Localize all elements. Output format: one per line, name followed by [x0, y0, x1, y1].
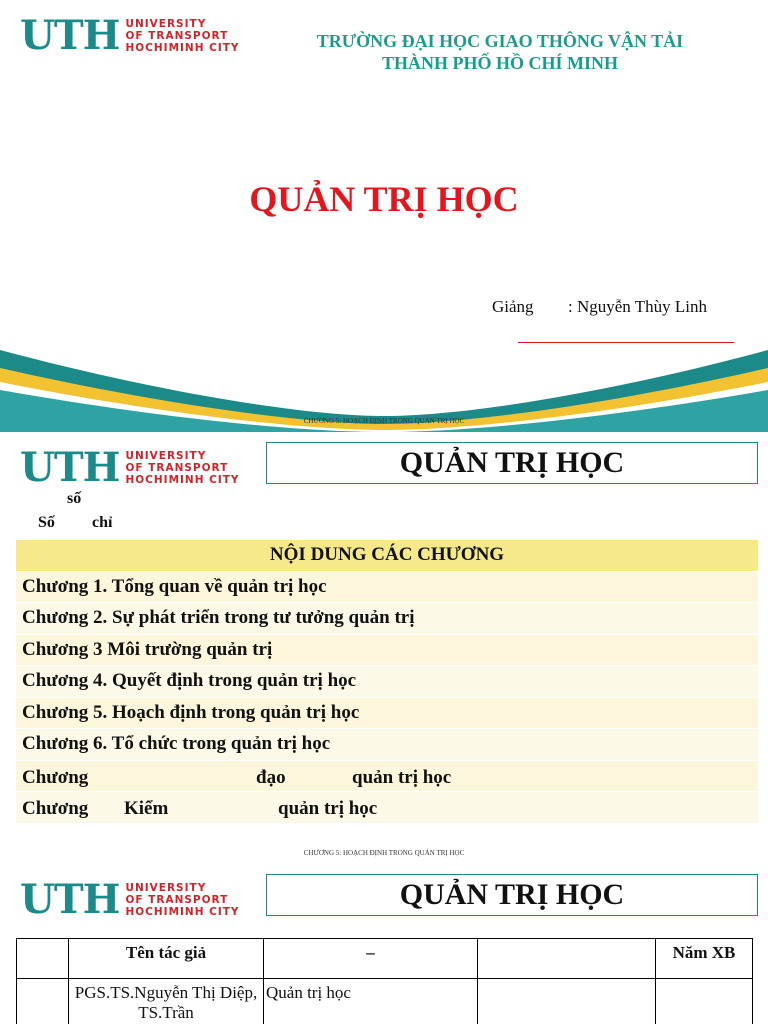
- logo-line-2: OF TRANSPORT: [125, 462, 229, 474]
- chapter-row: [16, 792, 758, 824]
- header-cell-year: Năm XB: [656, 939, 753, 979]
- logo-text: [125, 18, 239, 54]
- cell: [478, 979, 656, 1024]
- logo-line-2: OF TRANSPORT: [125, 30, 229, 42]
- lecturer-underline: [518, 342, 734, 343]
- chapter-row: Chương 3 Môi trường quản trị: [16, 635, 758, 667]
- chapter-row: [16, 761, 758, 793]
- header-cell-title: –: [264, 939, 478, 979]
- cell-author: PGS.TS.Nguyễn Thị Diệp, TS.Trần: [69, 979, 264, 1024]
- fragment-so-top: số: [67, 490, 82, 507]
- lecturer-label: Giảng: [492, 297, 534, 316]
- university-name: [290, 30, 710, 74]
- header-cell: [17, 939, 69, 979]
- fragment-chi: chỉ: [92, 514, 113, 531]
- title-slide: [0, 0, 768, 432]
- slide-footer: CHƯƠNG 5: HOẠCH ĐỊNH TRONG QUẢN TRỊ HỌC: [303, 417, 465, 425]
- uth-logo: [20, 12, 240, 59]
- slide-title-box: [266, 874, 758, 916]
- header-cell-author: Tên tác giả: [69, 939, 264, 979]
- university-name-line-2: THÀNH PHỐ HỒ CHÍ MINH: [381, 53, 618, 73]
- chapter-table-header: NỘI DUNG CÁC CHƯƠNG: [16, 540, 758, 572]
- reference-table-header: [17, 939, 753, 979]
- uth-logo: [20, 444, 240, 491]
- references-slide: [0, 864, 768, 1024]
- logo-line-3: HOCHIMINH CITY: [125, 906, 240, 918]
- fragment-so: Số: [38, 514, 55, 531]
- logo-line-3: HOCHIMINH CITY: [125, 474, 240, 486]
- chapter-row: Chương 5. Hoạch định trong quản trị học: [16, 698, 758, 730]
- slide-footer: CHƯƠNG 5: HOẠCH ĐỊNH TRONG QUẢN TRỊ HỌC: [303, 849, 465, 857]
- cell-year: [656, 979, 753, 1024]
- logo-line-2: OF TRANSPORT: [125, 894, 229, 906]
- logo-mark: UTH: [20, 444, 120, 491]
- chapter-table: [16, 540, 758, 824]
- logo-line-3: HOCHIMINH CITY: [125, 42, 240, 54]
- logo-line-1: UNIVERSITY: [125, 18, 207, 30]
- chapter-row-8-part-c: quản trị học: [278, 798, 378, 819]
- chapter-row: Chương 6. Tổ chức trong quản trị học: [16, 729, 758, 761]
- logo-line-1: UNIVERSITY: [125, 882, 207, 894]
- logo-line-1: UNIVERSITY: [125, 450, 207, 462]
- chapter-row-7-part-c: quản trị học: [352, 766, 452, 788]
- header-cell: [478, 939, 656, 979]
- logo-mark: UTH: [20, 12, 120, 59]
- chapter-row: Chương 2. Sự phát triển trong tư tưởng quản trị: [16, 603, 758, 635]
- logo-text: [125, 450, 239, 486]
- chapter-row: Chương 4. Quyết định trong quản trị học: [16, 666, 758, 698]
- slide-title: QUẢN TRỊ HỌC: [399, 446, 625, 479]
- course-title: QUẢN TRỊ HỌC: [249, 179, 519, 219]
- table-row: [17, 979, 753, 1024]
- logo-mark: UTH: [20, 876, 120, 923]
- cell-book-title: Quản trị học: [264, 979, 478, 1024]
- lecturer-info: [492, 297, 707, 317]
- chapter-row: Chương 1. Tổng quan về quản trị học: [16, 572, 758, 604]
- uth-logo: [20, 876, 240, 923]
- lecturer-name: : Nguyễn Thùy Linh: [568, 297, 707, 316]
- chapter-row-8-part-a: Chương: [22, 798, 89, 819]
- reference-table: [16, 938, 753, 1024]
- chapter-row-7-part-b: đạo: [256, 766, 286, 788]
- contents-slide: [0, 432, 768, 864]
- university-name-line-1: TRƯỜNG ĐẠI HỌC GIAO THÔNG VẬN TẢI: [316, 31, 684, 51]
- slide-title: QUẢN TRỊ HỌC: [399, 878, 625, 911]
- chapter-row-8-part-b: Kiểm: [124, 798, 169, 819]
- chapter-row-7-part-a: Chương: [22, 766, 89, 788]
- cell: [17, 979, 69, 1024]
- slide-title-box: [266, 442, 758, 484]
- logo-text: [125, 882, 239, 918]
